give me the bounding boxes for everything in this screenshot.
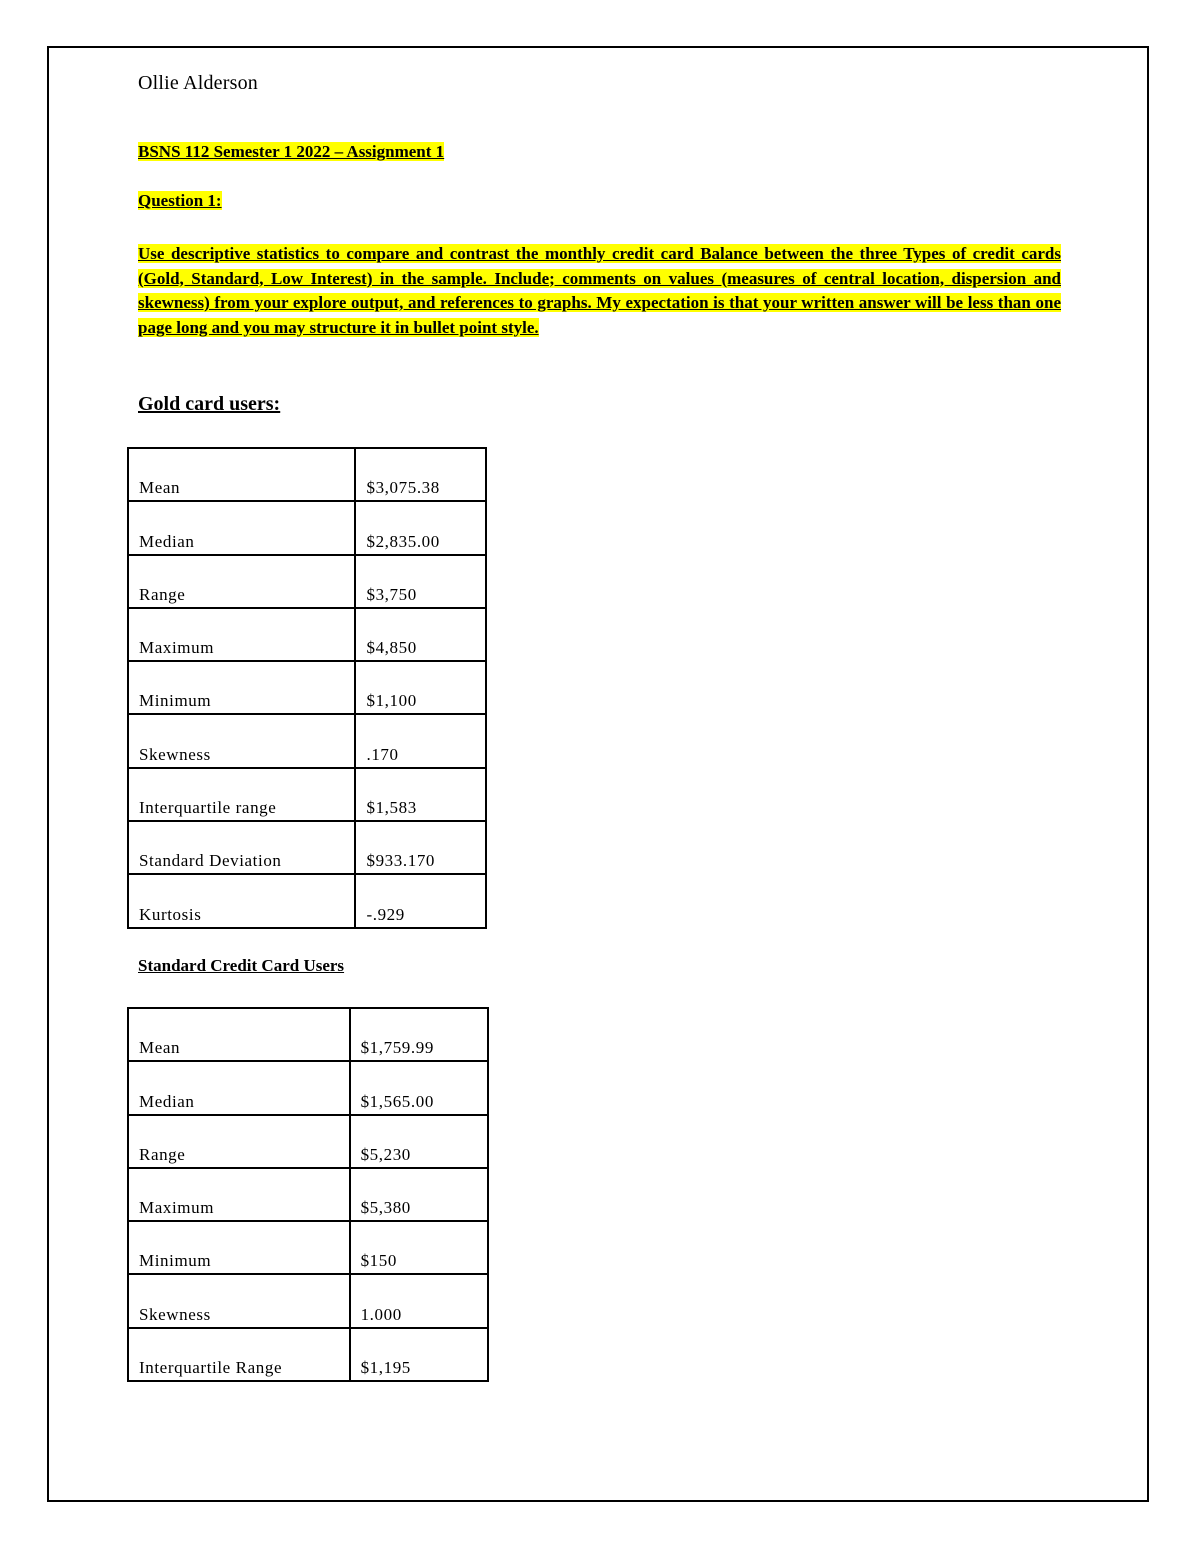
- question-text-body: Use descriptive statistics to compare and contrast the monthly credit card Balance between the three Types of credit cards (Gold, Standard, Low Interest) in the sample. Include; comments on values (measures of central location, dispersion and skewness) from your explore output, and references to graphs. My expectation is that your written answer will be less than one page long and you may structure it in bullet point style.: [138, 244, 1061, 337]
- stat-label: Skewness: [128, 1274, 350, 1327]
- stat-label: Mean: [128, 448, 355, 501]
- stat-label: Maximum: [128, 608, 355, 661]
- stat-value: $1,100: [355, 661, 486, 714]
- stat-label: Median: [128, 1061, 350, 1114]
- table-row: [128, 608, 486, 661]
- stat-label: Kurtosis: [128, 874, 355, 927]
- stat-value: $5,230: [350, 1115, 488, 1168]
- stat-value: $2,835.00: [355, 501, 486, 554]
- gold-section-heading: Gold card users:: [138, 393, 281, 415]
- stat-label: Range: [128, 1115, 350, 1168]
- table-row: [128, 661, 486, 714]
- stat-value: $1,759.99: [350, 1008, 488, 1061]
- standard-section-heading: Standard Credit Card Users: [138, 956, 345, 975]
- table-row: [128, 1328, 488, 1381]
- assignment-heading: [138, 142, 444, 162]
- assignment-heading-text: BSNS 112 Semester 1 2022 – Assignment 1: [138, 142, 445, 161]
- table-row: [128, 1008, 488, 1061]
- table-row: [128, 555, 486, 608]
- table-row: [128, 1115, 488, 1168]
- table-row: [128, 1274, 488, 1327]
- table-row: [128, 1221, 488, 1274]
- stat-label: Minimum: [128, 1221, 350, 1274]
- stat-value: $1,195: [350, 1328, 488, 1381]
- table-row: [128, 768, 486, 821]
- standard-stats-table: [127, 1007, 489, 1382]
- stat-label: Mean: [128, 1008, 350, 1061]
- stat-value: $150: [350, 1221, 488, 1274]
- stat-value: $5,380: [350, 1168, 488, 1221]
- stat-label: Median: [128, 501, 355, 554]
- table-row: [128, 821, 486, 874]
- table-row: [128, 1168, 488, 1221]
- stat-label: Interquartile Range: [128, 1328, 350, 1381]
- table-row: [128, 874, 486, 927]
- stat-value: $933.170: [355, 821, 486, 874]
- stat-value: $1,565.00: [350, 1061, 488, 1114]
- question-text: [138, 242, 1061, 340]
- author-name: Ollie Alderson: [138, 72, 259, 94]
- stat-value: .170: [355, 714, 486, 767]
- stat-label: Standard Deviation: [128, 821, 355, 874]
- stat-value: $3,750: [355, 555, 486, 608]
- table-row: [128, 1061, 488, 1114]
- gold-stats-table: [127, 447, 487, 929]
- question-label-text: Question 1:: [138, 191, 222, 210]
- table-row: [128, 501, 486, 554]
- stat-label: Range: [128, 555, 355, 608]
- stat-label: Interquartile range: [128, 768, 355, 821]
- stat-value: $4,850: [355, 608, 486, 661]
- stat-label: Skewness: [128, 714, 355, 767]
- stat-value: $3,075.38: [355, 448, 486, 501]
- table-row: [128, 448, 486, 501]
- stat-value: -.929: [355, 874, 486, 927]
- table-row: [128, 714, 486, 767]
- stat-value: 1.000: [350, 1274, 488, 1327]
- stat-value: $1,583: [355, 768, 486, 821]
- stat-label: Minimum: [128, 661, 355, 714]
- stat-label: Maximum: [128, 1168, 350, 1221]
- question-label: [138, 191, 222, 211]
